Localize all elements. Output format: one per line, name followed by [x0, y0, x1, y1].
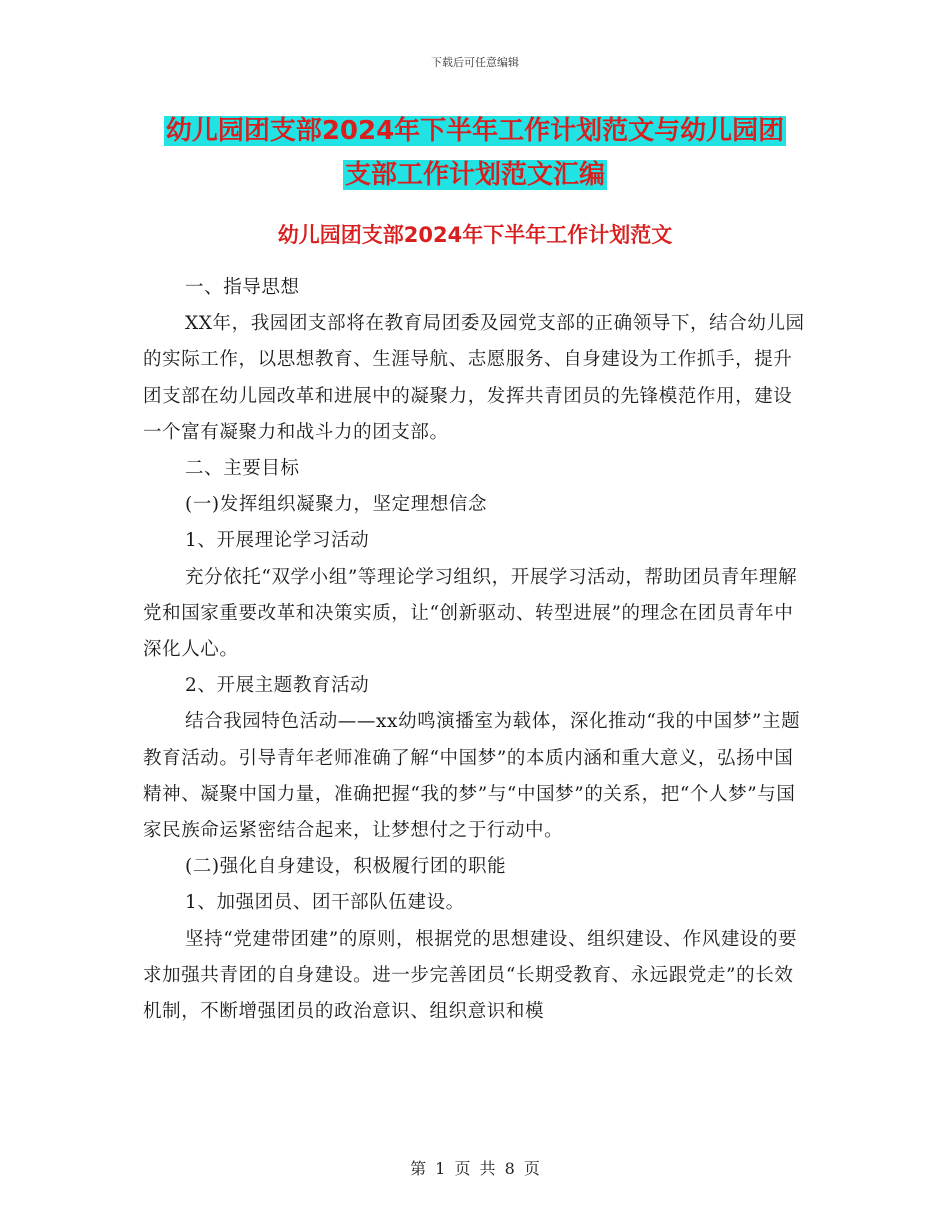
item-heading: 1、加强团员、团干部队伍建设。 — [185, 892, 465, 914]
document-title-line-1: 幼儿园团支部2024年下半年工作计划范文与幼儿园团 — [165, 116, 785, 146]
item-heading: 2、开展主题教育活动 — [185, 675, 370, 697]
item-heading: 1、开展理论学习活动 — [185, 530, 370, 552]
document-title-line-2: 支部工作计划范文汇编 — [344, 160, 605, 190]
section-title: 幼儿园团支部2024年下半年工作计划范文 — [277, 223, 673, 247]
paragraph: 结合我园特色活动——xx幼鸣演播室为载体，深化推动“我的中国梦”主题教育活动。引导青年老师准确了解“中国梦”的本质内涵和重大意义，弘扬中国精神、凝聚中国力量，准确把握“我的梦”与“中国梦”的关系，把“个人梦”与国家民族命运紧密结合起来，让梦想付之于行动中。 — [143, 711, 801, 842]
header-note: 下载后可任意编辑 — [431, 56, 519, 69]
subheading: (二)强化自身建设，积极履行团的职能 — [185, 856, 507, 878]
document-body — [143, 270, 811, 1030]
paragraph: XX年，我园团支部将在教育局团委及园党支部的正确领导下，结合幼儿园的实际工作，以思想教育、生涯导航、志愿服务、自身建设为工作抓手，提升团支部在幼儿园改革和进展中的凝聚力，发挥共青团员的先锋模范作用，建设一个富有凝聚力和战斗力的团支部。 — [143, 313, 805, 443]
heading-guiding-ideology: 一、指导思想 — [185, 277, 300, 298]
heading-main-goals: 二、主要目标 — [185, 458, 300, 480]
paragraph: 坚持“党建带团建”的原则，根据党的思想建设、组织建设、作风建设的要求加强共青团的自身建设。进一步完善团员“长期受教育、永远跟党走”的长效机制，不断增强团员的政治意识、组织意识和模 — [143, 928, 798, 1023]
subheading: (一)发挥组织凝聚力，坚定理想信念 — [185, 494, 488, 516]
page-footer: 第 1 页 共 8 页 — [410, 1159, 540, 1178]
paragraph: 充分依托“双学小组”等理论学习组织，开展学习活动，帮助团员青年理解党和国家重要改革和决策实质，让“创新驱动、转型进展”的理念在团员青年中深化人心。 — [143, 566, 798, 661]
